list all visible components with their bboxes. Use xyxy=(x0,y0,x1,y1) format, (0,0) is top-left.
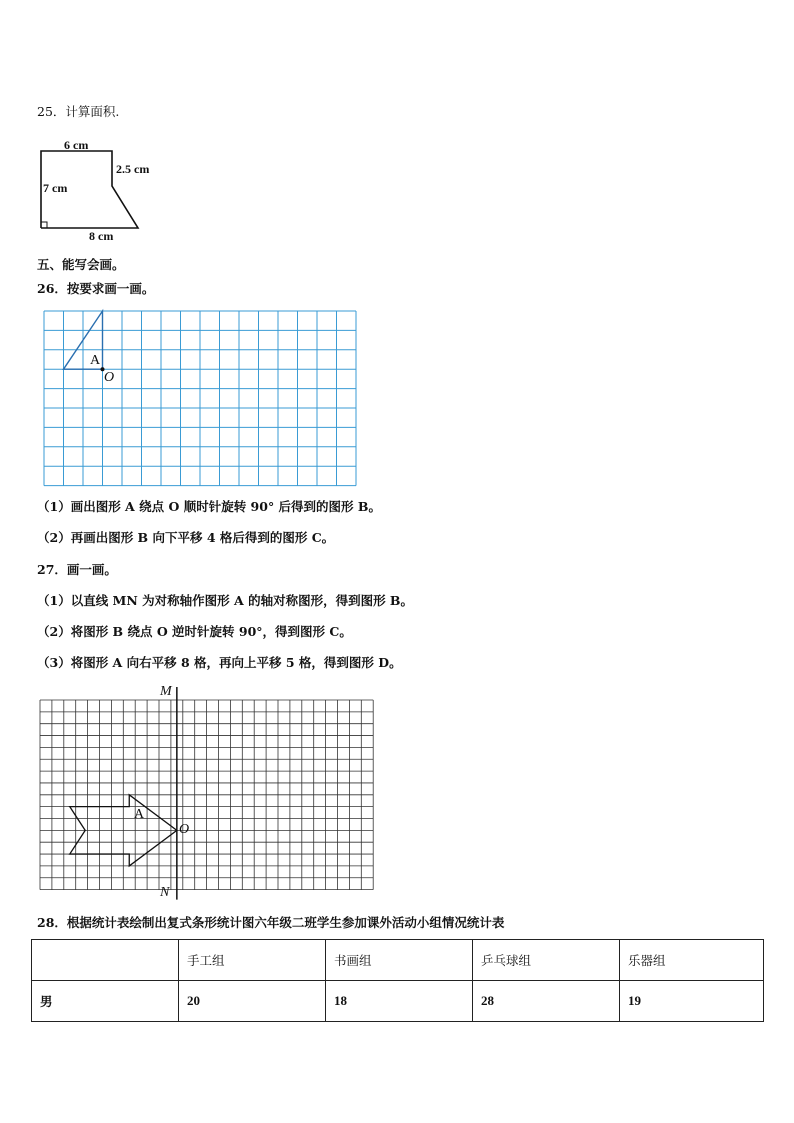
label-right-length: 2.5 cm xyxy=(116,162,150,176)
q27-item-1: （1）以直线 MN 为对称轴作图形 A 的轴对称图形，得到图形 B。 xyxy=(37,593,413,608)
q26-point-label: O xyxy=(104,370,115,385)
table-header-cell: 书画组 xyxy=(326,940,473,981)
q27-point-label: O xyxy=(179,822,190,837)
q27-grid xyxy=(40,685,380,895)
table-cell: 18 xyxy=(326,981,473,1022)
table-row xyxy=(32,981,764,1022)
table-cell: 男 xyxy=(32,981,179,1022)
q26-grid xyxy=(42,310,362,490)
q27-item-3: （3）将图形 A 向右平移 8 格，再向上平移 5 格，得到图形 D。 xyxy=(37,655,402,670)
q27-title: 27．画一画。 xyxy=(37,562,117,577)
q28-title: 28．根据统计表绘制出复式条形统计图六年级二班学生参加课外活动小组情况统计表 xyxy=(37,915,505,930)
table-cell: 28 xyxy=(473,981,620,1022)
label-top-length: 6 cm xyxy=(64,138,89,152)
table-header-cell: 手工组 xyxy=(179,940,326,981)
q27-item-2: （2）将图形 B 绕点 O 逆时针旋转 90°，得到图形 C。 xyxy=(37,624,352,639)
table-header-row xyxy=(32,940,764,981)
q25-title: 25．计算面积. xyxy=(37,104,120,119)
table-cell: 19 xyxy=(620,981,764,1022)
statistics-table xyxy=(31,939,764,1022)
table-header-cell xyxy=(32,940,179,981)
q26-title: 26．按要求画一画。 xyxy=(37,281,155,296)
table-header-cell: 乐器组 xyxy=(620,940,764,981)
q26-shape-label: A xyxy=(90,353,101,368)
table-header-cell: 乒乓球组 xyxy=(473,940,620,981)
label-bottom-length: 8 cm xyxy=(89,229,114,243)
section-five-title: 五、能写会画。 xyxy=(37,257,125,272)
label-left-length: 7 cm xyxy=(43,181,68,195)
q26-item-1: （1）画出图形 A 绕点 O 顺时针旋转 90° 后得到的图形 B。 xyxy=(37,499,381,514)
q27-shape-label: A xyxy=(134,807,145,822)
q27-line-bottom-label: N xyxy=(160,885,170,900)
q26-item-2: （2）再画出图形 B 向下平移 4 格后得到的图形 C。 xyxy=(37,530,335,545)
q27-line-top-label: M xyxy=(160,684,172,699)
table-cell: 20 xyxy=(179,981,326,1022)
